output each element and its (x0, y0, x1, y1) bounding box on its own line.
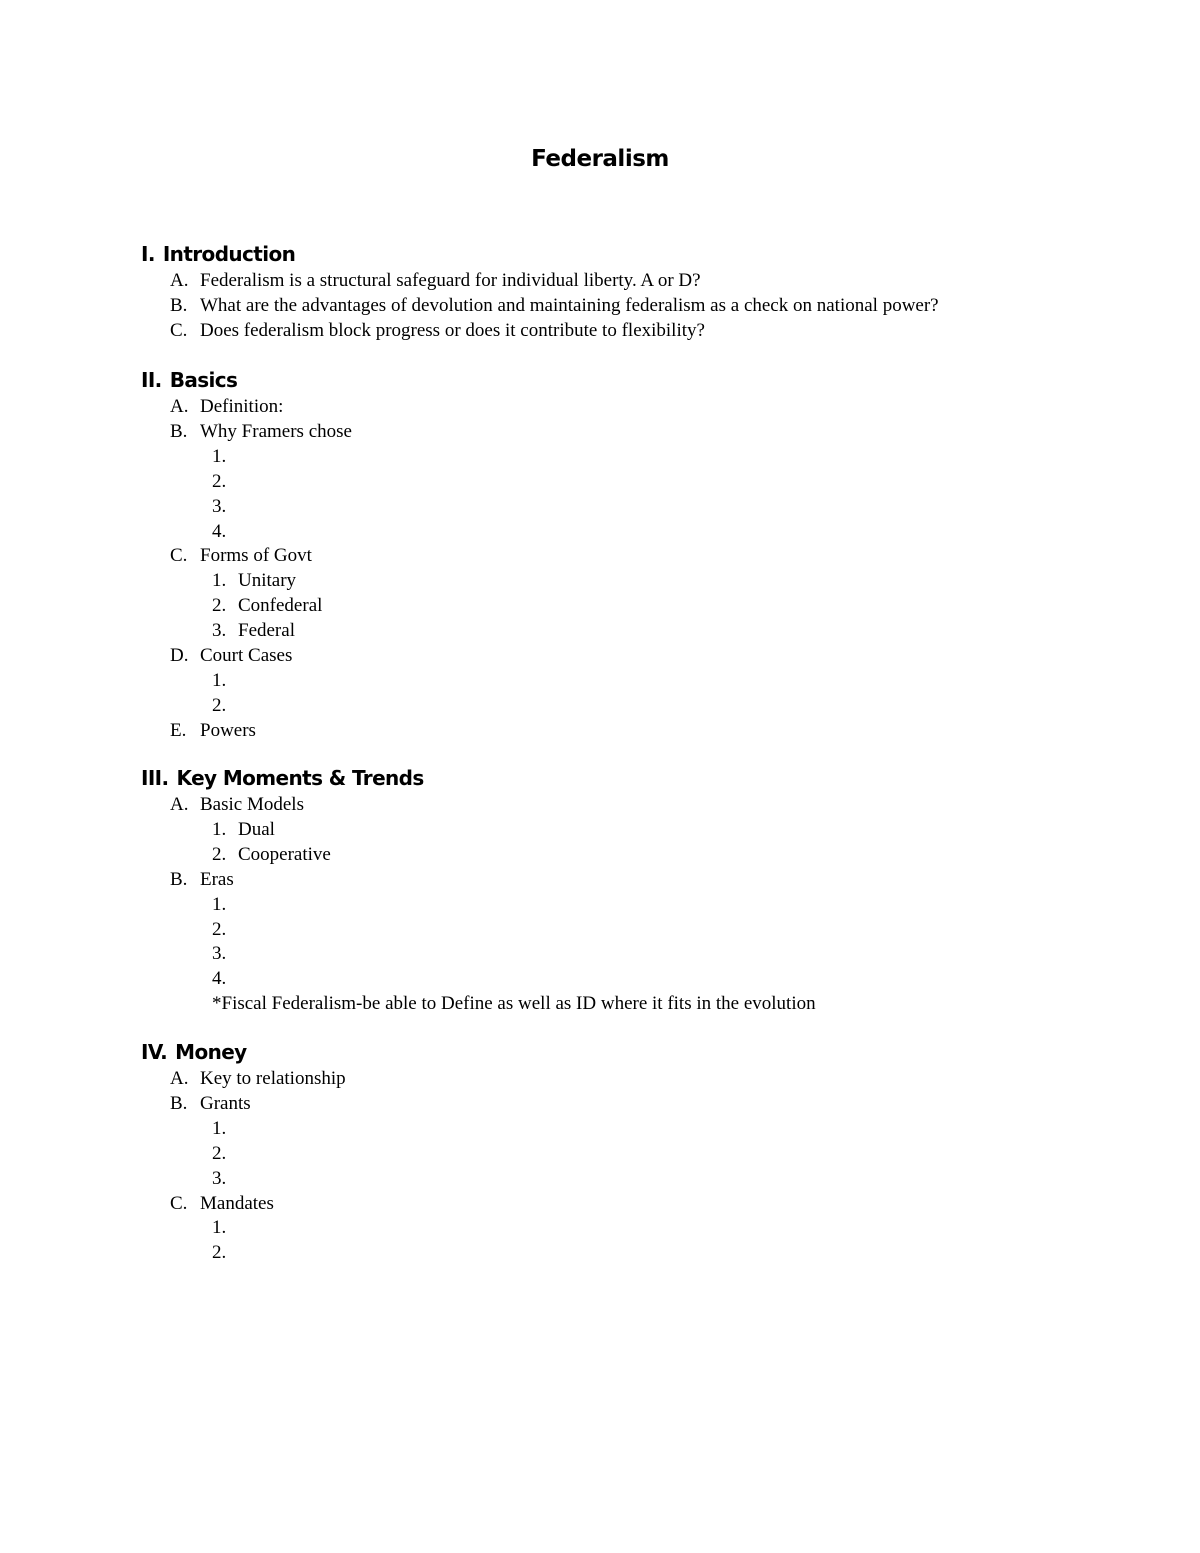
section-title: Introduction (162, 242, 296, 266)
outline-subitem (212, 843, 331, 867)
subitem-text: Cooperative (238, 843, 331, 865)
outline-subitem (212, 893, 238, 917)
item-marker: A. (170, 794, 189, 815)
subitem-marker: 1. (212, 1117, 227, 1139)
outline-subitem (212, 1167, 238, 1191)
outline-subitem (212, 569, 296, 593)
item-text: Key to relationship (200, 1068, 346, 1089)
section-title: Key Moments & Trends (176, 766, 424, 790)
subitem-marker: 4. (212, 968, 227, 990)
item-marker: C. (170, 545, 188, 567)
subitem-marker: 2. (212, 470, 227, 492)
section-number: II. (141, 368, 162, 392)
subitem-marker: 2. (212, 1142, 227, 1164)
item-text: Mandates (200, 1192, 274, 1214)
subitem-marker: 2. (212, 1242, 227, 1264)
outline-subitem (212, 1241, 238, 1265)
outline-subitem (212, 1142, 238, 1166)
item-text: Court Cases (200, 645, 293, 666)
outline-subitem (212, 694, 238, 718)
outline-item (170, 644, 292, 668)
section-title: Money (175, 1040, 247, 1064)
outline-subitem (212, 470, 238, 494)
item-marker: A. (170, 270, 189, 291)
outline-note: *Fiscal Federalism-be able to Define as well as ID where it fits in the evolution (212, 993, 816, 1015)
subitem-marker: 2. (212, 694, 227, 716)
item-marker: B. (170, 1092, 188, 1114)
outline-item (170, 420, 352, 444)
item-marker: B. (170, 294, 188, 316)
outline-subitem (212, 520, 238, 544)
item-text: Basic Models (200, 794, 304, 815)
item-text: Why Framers chose (200, 420, 352, 442)
subitem-text: Federal (238, 620, 295, 642)
section-number: I. (141, 242, 155, 266)
item-marker: A. (170, 396, 189, 417)
section-title: Basics (169, 368, 238, 392)
subitem-marker: 3. (212, 1167, 227, 1189)
outline-item (170, 1092, 251, 1116)
outline-subitem (212, 942, 238, 966)
subitem-marker: 3. (212, 495, 227, 517)
outline-subitem (212, 619, 295, 643)
item-text: Federalism is a structural safeguard for individual liberty. A or D? (200, 270, 701, 291)
section-heading (141, 367, 237, 393)
outline-subitem (212, 918, 238, 942)
item-marker: C. (170, 319, 188, 341)
outline-subitem (212, 669, 238, 693)
section-heading (141, 1039, 247, 1065)
section-heading (141, 241, 295, 267)
item-marker: B. (170, 868, 188, 890)
item-text: Forms of Govt (200, 545, 312, 567)
subitem-marker: 1. (212, 818, 227, 840)
item-text: Grants (200, 1092, 251, 1114)
subitem-marker: 1. (212, 445, 227, 467)
subitem-marker: 3. (212, 620, 227, 642)
item-text: Does federalism block progress or does it contribute to flexibility? (200, 319, 705, 341)
subitem-marker: 1. (212, 893, 227, 915)
subitem-marker: 1. (212, 669, 227, 691)
outline-item (170, 544, 312, 568)
subitem-text: Unitary (238, 570, 297, 592)
item-text: Definition: (200, 396, 284, 417)
item-marker: B. (170, 420, 188, 442)
outline-item (170, 395, 283, 419)
outline-item (170, 868, 234, 892)
item-marker: E. (170, 719, 187, 741)
section-number: III. (141, 766, 169, 790)
item-text: Powers (200, 719, 256, 741)
outline-subitem (212, 818, 275, 842)
subitem-marker: 1. (212, 570, 227, 592)
outline-item (170, 319, 705, 343)
section-number: IV. (141, 1040, 168, 1064)
outline-subitem (212, 967, 238, 991)
outline-item (170, 269, 701, 293)
outline-subitem (212, 445, 238, 469)
item-marker: C. (170, 1192, 188, 1214)
subitem-marker: 2. (212, 918, 227, 940)
document-title: Federalism (531, 146, 669, 172)
item-text: What are the advantages of devolution and maintaining federalism as a check on national power? (200, 294, 939, 316)
outline-subitem (212, 1216, 238, 1240)
outline-subitem (212, 1117, 238, 1141)
item-text: Eras (200, 868, 234, 890)
section-heading (141, 765, 424, 791)
outline-item (170, 793, 304, 817)
subitem-marker: 2. (212, 843, 227, 865)
subitem-text: Confederal (238, 595, 323, 617)
subitem-marker: 3. (212, 943, 227, 965)
subitem-marker: 1. (212, 1217, 227, 1239)
subitem-text: Dual (238, 818, 275, 840)
subitem-marker: 2. (212, 595, 227, 617)
outline-subitem (212, 495, 238, 519)
outline-item (170, 1067, 346, 1091)
item-marker: D. (170, 645, 189, 666)
item-marker: A. (170, 1068, 189, 1089)
subitem-marker: 4. (212, 520, 227, 542)
outline-subitem (212, 594, 322, 618)
outline-item (170, 294, 939, 318)
outline-item (170, 719, 256, 743)
outline-item (170, 1192, 274, 1216)
